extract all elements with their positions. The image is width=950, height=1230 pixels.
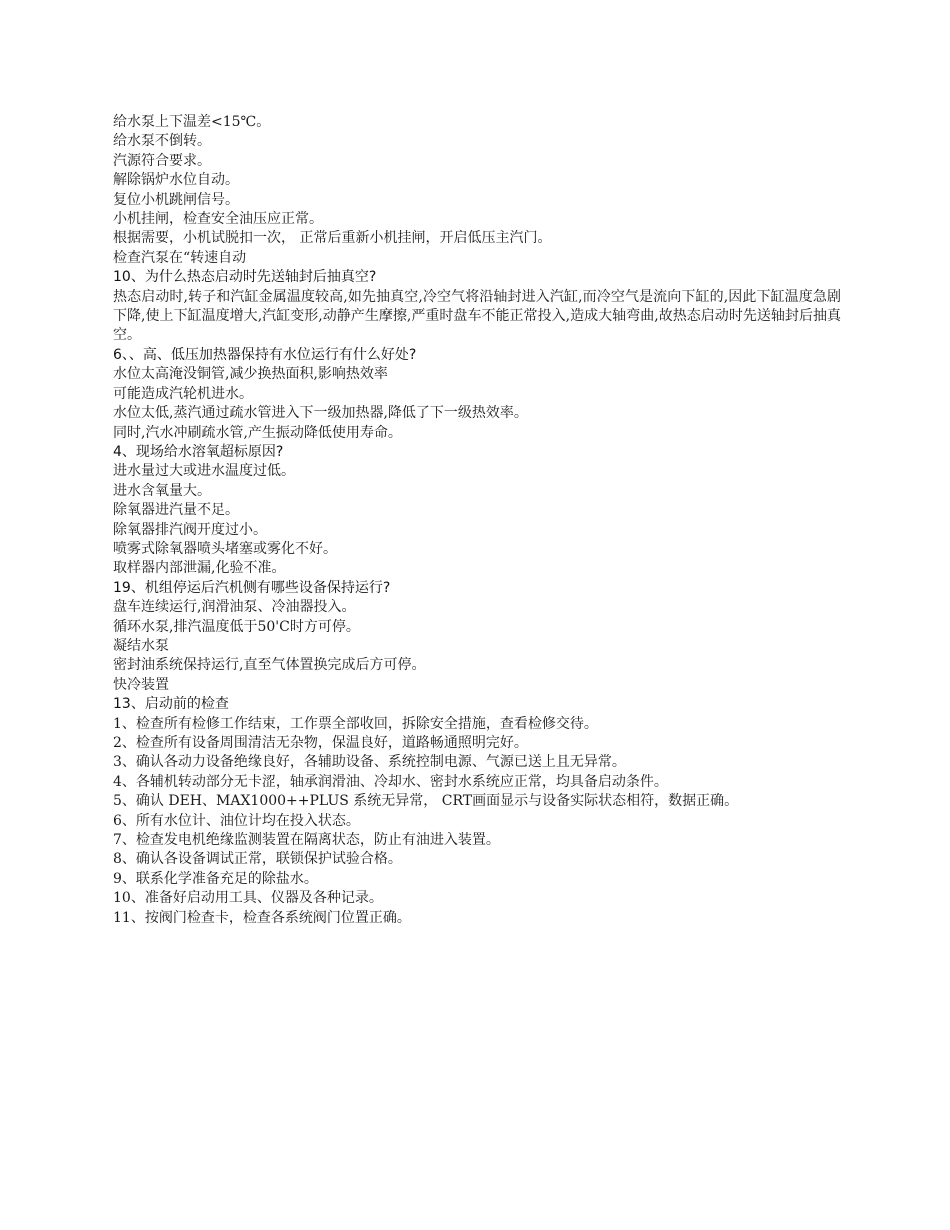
checklist-item: 10、准备好启动用工具、仪器及各种记录。 bbox=[113, 890, 383, 907]
answer-paragraph-10: 热态启动时,转子和汽缸金属温度较高,如先抽真空,冷空气将沿轴封进入汽缸,而冷空气是流向下缸的,因此下缸温度急剧下降,使上下缸温度增大,汽缸变形,动静产生摩擦,严重时盘车不能正常投入,造成大轴弯曲,故热态启动时先送轴封后抽真空。 bbox=[113, 288, 841, 344]
checklist-item: 11、按阀门检查卡，检查各系统阀门位置正确。 bbox=[113, 909, 411, 926]
text-line: 水位太高淹没铜管,减少换热面积,影响热效率 bbox=[113, 366, 388, 383]
text-line: 小机挂闸，检查安全油压应正常。 bbox=[113, 211, 323, 228]
checklist-item: 7、检查发电机绝缘监测装置在隔离状态，防止有油进入装置。 bbox=[113, 832, 500, 849]
text-line: 可能造成汽轮机进水。 bbox=[113, 385, 253, 402]
question-heading-13: 13、启动前的检查 bbox=[113, 696, 229, 713]
checklist-item: 1、检查所有检修工作结束，工作票全部收回，拆除安全措施，查看检修交待。 bbox=[113, 715, 598, 732]
checklist-item: 9、联系化学准备充足的除盐水。 bbox=[113, 870, 318, 887]
text-line: 除氧器进汽量不足。 bbox=[113, 502, 239, 519]
checklist-item: 6、所有水位计、油位计均在投入状态。 bbox=[113, 812, 360, 829]
text-line: 循环水泵,排汽温度低于50'C时方可停。 bbox=[113, 618, 360, 635]
text-line: 汽源符合要求。 bbox=[113, 152, 211, 169]
checklist-item: 4、各辅机转动部分无卡涩，轴承润滑油、冷却水、密封水系统应正常，均具备启动条件。 bbox=[113, 773, 668, 790]
question-heading-4: 4、现场给水溶氧超标原因? bbox=[113, 443, 284, 460]
checklist-item: 8、确认各设备调试正常，联锁保护试验合格。 bbox=[113, 851, 402, 868]
text-line: 进水量过大或进水温度过低。 bbox=[113, 463, 295, 480]
text-line: 同时,汽水冲刷疏水管,产生振动降低使用寿命。 bbox=[113, 424, 402, 441]
text-line: 除氧器排汽阀开度过小。 bbox=[113, 521, 267, 538]
text-line: 快冷装置 bbox=[113, 676, 169, 693]
text-line: 进水含氧量大。 bbox=[113, 482, 211, 499]
text-line: 水位太低,蒸汽通过疏水管进入下一级加热器,降低了下一级热效率。 bbox=[113, 405, 528, 422]
text-line: 给水泵不倒转。 bbox=[113, 133, 211, 150]
text-line: 解除锅炉水位自动。 bbox=[113, 172, 239, 189]
text-line: 密封油系统保持运行,直至气体置换完成后方可停。 bbox=[113, 657, 426, 674]
checklist-item: 5、确认 DEH、MAX1000++PLUS 系统无异常， CRT画面显示与设备实际状态相符，数据正确。 bbox=[113, 793, 739, 810]
text-line: 喷雾式除氧器喷头堵塞或雾化不好。 bbox=[113, 540, 337, 557]
text-line: 复位小机跳闸信号。 bbox=[113, 191, 239, 208]
question-heading-19: 19、机组停运后汽机侧有哪些设备保持运行? bbox=[113, 579, 391, 596]
text-line: 盘车连续运行,润滑油泵、冷油器投入。 bbox=[113, 599, 356, 616]
question-heading-6: 6、、高、低压加热器保持有水位运行有什么好处? bbox=[113, 346, 417, 363]
text-line: 根据需要，小机试脱扣一次， 正常后重新小机挂闸，开启低压主汽门。 bbox=[113, 230, 552, 247]
checklist-item: 3、确认各动力设备绝缘良好，各辅助设备、系统控制电源、气源已送上且无异常。 bbox=[113, 754, 626, 771]
checklist-item: 2、检查所有设备周围清洁无杂物，保温良好，道路畅通照明完好。 bbox=[113, 735, 528, 751]
text-line: 检查汽泵在“转速自动 bbox=[113, 249, 247, 266]
text-line: 取样器内部泄漏,化验不准。 bbox=[113, 560, 286, 577]
question-heading-10: 10、为什么热态启动时先送轴封后抽真空? bbox=[113, 269, 377, 286]
document-body bbox=[113, 113, 843, 928]
text-line: 给水泵上下温差<15℃。 bbox=[113, 114, 271, 130]
text-line: 凝结水泵 bbox=[113, 637, 169, 654]
